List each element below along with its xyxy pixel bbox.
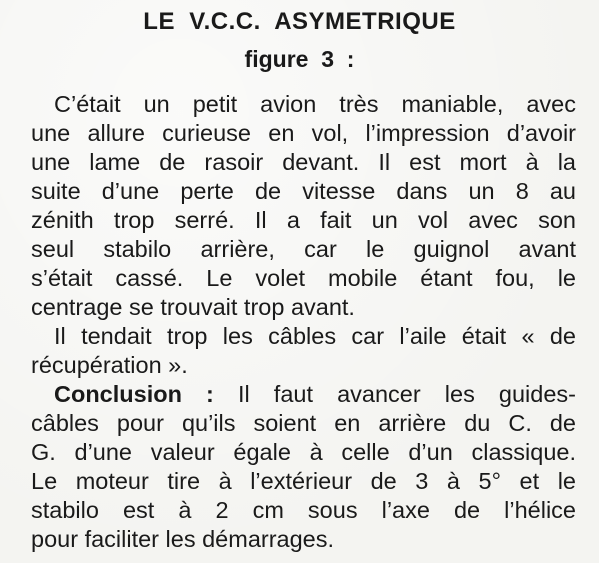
- paragraph-1-line-5: zénith trop serré. Il a fait un vol avec son: [31, 207, 576, 233]
- document-title: LE V.C.C. ASYMETRIQUE: [143, 8, 456, 35]
- paragraph-1-line-6: seul stabilo arrière, car le guignol avant: [31, 236, 576, 262]
- conclusion-line-1: [54, 379, 576, 409]
- conclusion-label: Conclusion :: [54, 381, 214, 407]
- conclusion-line-2: câbles pour qu’ils soient en arrière du C. de: [31, 410, 576, 436]
- paragraph-1-line-4: suite d’une perte de vitesse dans un 8 au: [31, 178, 576, 204]
- paragraph-2-line-2: récupération ».: [31, 352, 188, 378]
- conclusion-line-6: pour faciliter les démarrages.: [31, 526, 335, 552]
- figure-caption: figure 3 :: [244, 46, 355, 72]
- paragraph-1-line-3: une lame de rasoir devant. Il est mort à la: [31, 149, 576, 175]
- conclusion-line-1-text: Il faut avancer les guides-: [237, 381, 576, 407]
- paragraph-1-line-7: s’était cassé. Le volet mobile étant fou, le: [31, 265, 576, 291]
- paragraph-1-line-1: C’était un petit avion très maniable, avec: [54, 91, 576, 117]
- conclusion-line-4: Le moteur tire à l’extérieur de 3 à 5° et le: [31, 468, 576, 494]
- paragraph-2-line-1: Il tendait trop les câbles car l’aile était « de: [54, 323, 576, 349]
- paragraph-1-line-2: une allure curieuse en vol, l’impression d’avoir: [31, 120, 576, 146]
- conclusion-line-3: G. d’une valeur égale à celle d’un classique.: [31, 439, 576, 465]
- conclusion-line-5: stabilo est à 2 cm sous l’axe de l’hélice: [31, 497, 576, 523]
- paragraph-1-line-8: centrage se trouvait trop avant.: [31, 294, 355, 320]
